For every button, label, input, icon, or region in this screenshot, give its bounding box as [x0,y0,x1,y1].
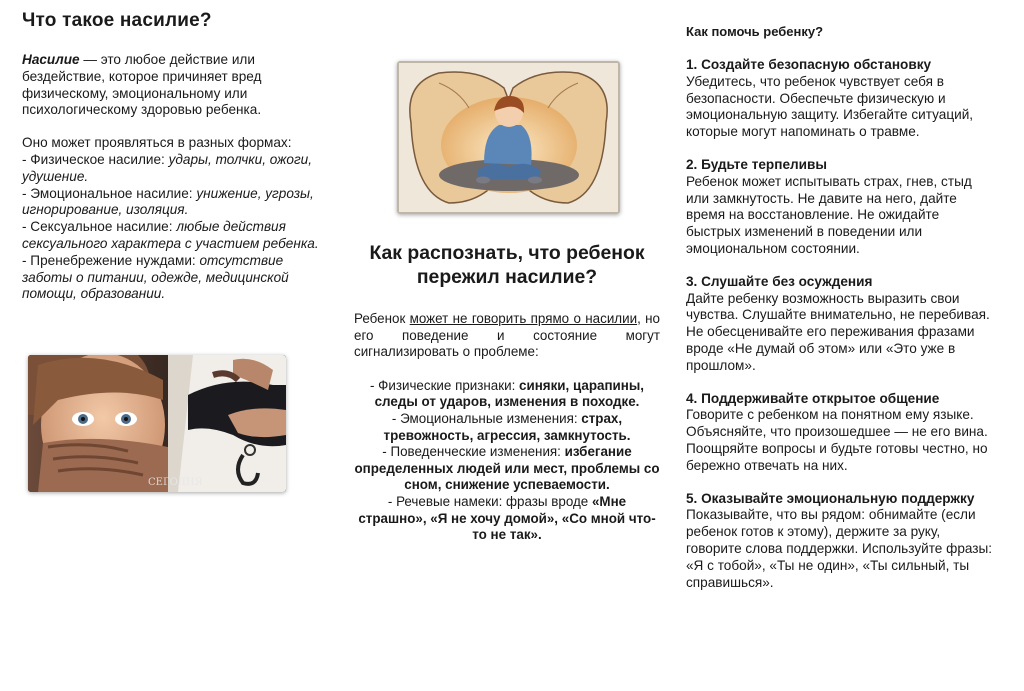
column-what-is-violence [22,0,322,303]
step-heading: 4. Поддерживайте открытое общение [686,390,940,406]
step-text: Дайте ребенку возможность выразить свои чувства. Слушайте внимательно, не перебивая. Не обесценивайте его переживания фразами вроде «Не думай об этом» или «Это уже в прошлом». [686,290,990,373]
hands-illustration [399,63,618,212]
step-text: Говорите с ребенком на понятном ему языке. Объясняйте, что произошедшее — не его вина. Поощряйте вопросы и будьте готовы честно, но бережно отвечать на них. [686,407,988,473]
illustration-protecting-hands [397,61,620,214]
help-step [686,57,996,141]
column-recognize-signs [354,311,660,544]
form-item: - Эмоциональное насилие: унижение, угрозы, игнорирование, изоляция. [22,185,314,218]
sign-item: - Эмоциональные изменения: страх, тревожность, агрессия, замкнутость. [383,410,631,443]
help-title: Как помочь ребенку? [686,24,824,39]
photo-watermark: СЕГОДНЯ [148,477,203,488]
step-text: Показывайте, что вы рядом: обнимайте (если ребенок готов к этому), держите за руку, говорите слова поддержки. Используйте фразы: «Я с тобой», «Ты не один», «Ты сильный, ты справишься». [686,507,993,590]
help-step [686,391,996,475]
step-heading: 1. Создайте безопасную обстановку [686,57,932,72]
definition-term: Насилие [22,52,80,67]
form-item: - Физическое насилие: удары, толчки, ожоги, удушение. [22,151,313,184]
recognize-heading: Как распознать, что ребенок пережил насилие? [369,242,645,288]
sign-item: - Поведенческие изменения: избегание определенных людей или мест, проблемы со сном, снижение успеваемости. [354,444,660,493]
sign-item: - Физические признаки: синяки, царапины, следы от ударов, изменения в походке. [369,377,645,410]
help-step [686,274,996,375]
step-heading: 3. Слушайте без осуждения [686,273,873,289]
column-how-to-help [686,0,996,591]
definition-text: — это любое действие или бездействие, которое причиняет вред физическому, эмоциональному или психологическому здоровью ребенка. [22,52,262,118]
photo-frightened-child [28,355,286,492]
section-title: Что такое насилие? [22,10,212,31]
step-heading: 5. Оказывайте эмоциональную поддержку [686,490,975,506]
forms-intro: Оно может проявляться в разных формах: [22,135,292,151]
help-step [686,157,996,258]
recognize-intro: Ребенок может не говорить прямо о насилии, но его поведение и состояние могут сигнализировать о проблеме: [354,311,660,360]
definition-paragraph [22,52,322,119]
child-photo-illustration [28,355,286,492]
help-step [686,491,996,592]
step-text: Ребенок может испытывать страх, гнев, стыд или замкнутость. Не давите на него, дайте время на восстановление. Не ожидайте быстрых изменений в поведении или эмоциональном состоянии. [686,173,972,256]
form-item: - Сексуальное насилие: любые действия сексуального характера с участием ребенка. [22,219,319,251]
step-text: Убедитесь, что ребенок чувствует себя в безопасности. Обеспечьте физическую и эмоциональную защиту. Избегайте ситуаций, которые могут напоминать о травме. [686,73,974,140]
step-heading: 2. Будьте терпеливы [686,156,827,172]
form-item: - Пренебрежение нуждами: отсутствие заботы о питании, одежде, медицинской помощи, образовании. [22,252,289,302]
sign-item: - Речевые намеки: фразы вроде «Мне страшно», «Я не хочу домой», «Со мной что-то не так». [358,493,656,543]
